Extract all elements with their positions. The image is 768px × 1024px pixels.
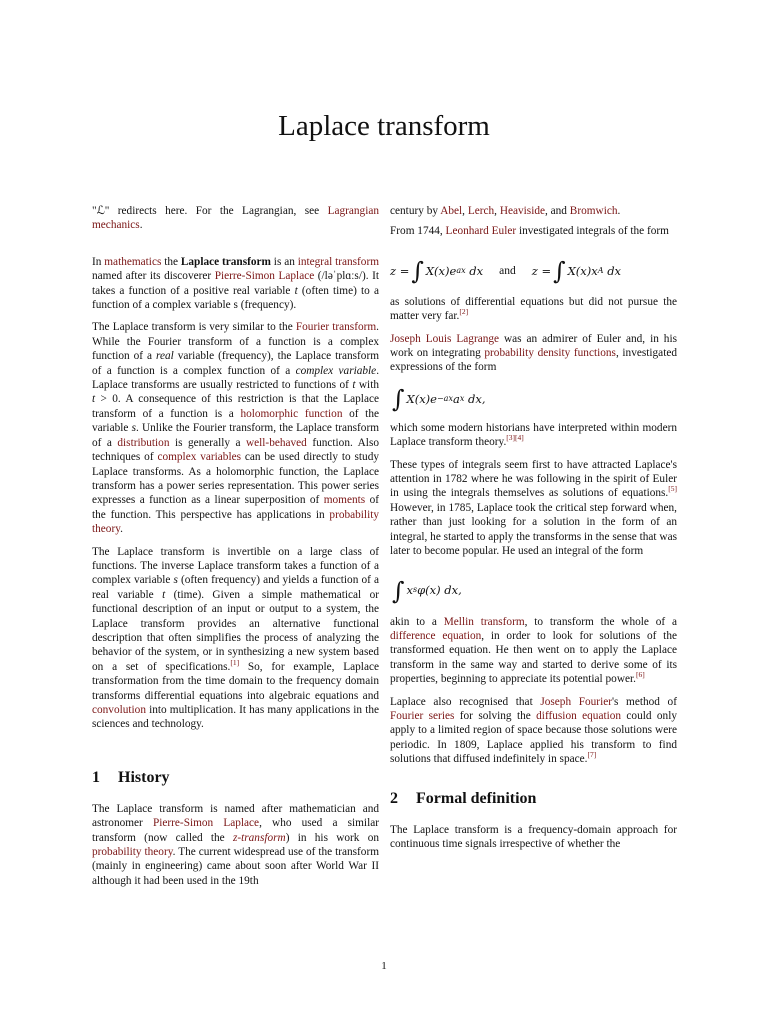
citation-6[interactable]: [6] (635, 670, 645, 680)
text: for solving the (454, 709, 537, 722)
integral-sign: ∫ (392, 384, 405, 413)
history-paragraph (92, 802, 379, 888)
fourier-series-paragraph (390, 695, 677, 767)
text: which some modern historians have interpreted within modern Laplace transform theory. (390, 421, 677, 449)
text: > 0. A consequence of this restriction is that the Laplace transform of a function is a (92, 393, 379, 420)
text: The Laplace transform is named after mathematician and astronomer (92, 802, 379, 830)
redirect-text: "ℒ" redirects here. For the Lagrangian, see (92, 205, 328, 217)
link-fourier-transform[interactable]: Fourier transform (295, 321, 377, 334)
euler-result-paragraph (390, 295, 677, 324)
formula-and: and (499, 264, 516, 277)
formula-body: x (406, 583, 414, 598)
emph-real: real (156, 350, 174, 363)
text: of the function. This perspective has applications in (92, 494, 379, 521)
link-holomorphic-function[interactable]: holomorphic function (240, 407, 343, 420)
var-t: t (162, 588, 166, 601)
redirect-note (92, 204, 379, 233)
text: , who used a similar transform (now called the (92, 817, 379, 844)
text: The Laplace transform is a frequency-domain approach for continuous time signals irrespective of whether the (390, 823, 677, 850)
formula-body: a (452, 391, 460, 406)
text: named after its discoverer (92, 270, 215, 283)
formula-lhs: z = (390, 263, 410, 278)
link-moments[interactable]: moments (323, 494, 366, 507)
citation-3-4[interactable]: [3][4] (506, 433, 524, 443)
var-s: s (131, 422, 136, 435)
section-heading-history (92, 768, 379, 788)
formula-exponent: A (597, 265, 604, 275)
link-lagrangian-mechanics[interactable]: Lagrangian mechanics (92, 205, 379, 232)
text: is generally a (169, 436, 246, 449)
text: , and (545, 205, 570, 217)
text: century by (390, 205, 441, 217)
text: was an admirer of Euler and, in his work on integrating (390, 332, 677, 360)
formula-body: X(x)e (406, 391, 437, 406)
section-heading-formal-definition (390, 789, 677, 809)
formula-lhs: z = (531, 263, 552, 278)
citation-5[interactable]: [5] (668, 484, 677, 494)
var-t: t (92, 393, 96, 406)
text: From 1744, (390, 225, 446, 238)
text: ) in his work on (285, 831, 380, 844)
var-t: t (294, 284, 298, 297)
text: . Unlike the Fourier transform, the Laplace transform of a (92, 422, 380, 449)
historians-paragraph (390, 421, 677, 450)
var-s: s (173, 574, 178, 587)
link-integral-transform[interactable]: integral transform (297, 255, 379, 268)
text: So, for example, Laplace transformation from the time domain to the frequency domain transforms differential equations into algebraic equations and (92, 660, 379, 702)
formula-dx: dx (469, 263, 484, 278)
text: Laplace also recognised that (390, 695, 541, 708)
formula-exponent: s (413, 585, 418, 595)
text: . (120, 523, 123, 536)
formula-body: X(x)x (567, 263, 598, 278)
link-probability-theory[interactable]: probability theory (92, 846, 173, 859)
text: into multiplication. It has many applications in the sciences and technology. (92, 704, 379, 731)
link-convolution[interactable]: convolution (92, 704, 146, 716)
invertible-paragraph (92, 545, 379, 732)
text: , (494, 205, 500, 217)
link-joseph-louis-lagrange[interactable]: Joseph Louis Lagrange (390, 332, 500, 345)
text: variable (frequency), the Laplace transform of a function is a complex function of a (92, 350, 379, 377)
section-title: Formal definition (416, 789, 537, 807)
text: , to transform the whole of a (524, 615, 677, 628)
link-difference-equation[interactable]: difference equation (390, 629, 482, 642)
text: could only apply to a limited region of space because those solutions were periodic. In 1809, Laplace applied his transform to find solutions that diffused indefinitely in space. (390, 709, 677, 766)
integral-sign: ∫ (392, 576, 405, 605)
page-title: Laplace transform (278, 110, 490, 142)
formula-body: X(x)e (425, 263, 457, 278)
lagrange-integral-formula (390, 384, 677, 413)
link-diffusion-equation[interactable]: diffusion equation (536, 709, 622, 722)
lagrange-paragraph (390, 332, 677, 375)
section-number: 2 (390, 789, 398, 807)
formula-dx: dx, (467, 391, 486, 406)
citation-2[interactable]: [2] (459, 307, 469, 317)
text: as solutions of differential equations but did not pursue the matter very far. (390, 295, 677, 323)
link-joseph-fourier[interactable]: Joseph Fourier (540, 695, 612, 708)
text: (often frequency) and yields a function of a real variable (92, 574, 379, 601)
citation-1[interactable]: [1] (230, 658, 240, 668)
text: , (462, 205, 468, 217)
text: . While the Fourier transform of a function is a complex function of a (92, 321, 379, 363)
section-number: 1 (92, 768, 100, 786)
text: (/ləˈplɑːs/). It takes a function of a positive real variable (92, 270, 379, 297)
integral-sign: ∫ (553, 256, 566, 285)
text: . Laplace transforms are usually restricted to functions of (92, 364, 380, 392)
link-lerch[interactable]: Lerch (467, 205, 495, 217)
text: with (355, 379, 379, 392)
page-number: 1 (381, 960, 387, 972)
citation-7[interactable]: [7] (587, 750, 597, 760)
text: . (139, 219, 143, 232)
text: the (161, 255, 181, 268)
euler-integrals-formula (390, 256, 677, 285)
link-z-transform[interactable]: z-transform (232, 831, 286, 844)
link-probability-theory[interactable]: probability theory (92, 508, 379, 536)
link-distribution[interactable]: distribution (117, 436, 170, 449)
link-fourier-series[interactable]: Fourier series (390, 709, 455, 722)
history-continued (390, 204, 677, 218)
euler-paragraph (390, 224, 677, 238)
formula-exponent: −ax (436, 393, 453, 403)
text: (time). Given a simple mathematical or functional description of an input or output to a system, the Laplace transform provides an alternative functional description that often simplifies the process of analyzing the behavior of the system, or in synthesizing a new system based on a set of specifications. (92, 588, 379, 673)
term-laplace-transform: Laplace transform (180, 255, 271, 268)
emph-complex-variable: complex variable (295, 364, 377, 377)
link-pierre-simon-laplace[interactable]: Pierre-Simon Laplace (152, 817, 260, 830)
link-heaviside[interactable]: Heaviside (499, 205, 545, 217)
laplace-integral-formula (390, 576, 677, 605)
link-well-behaved[interactable]: well-behaved (245, 436, 307, 449)
text: is an (270, 255, 298, 268)
text: However, in 1785, Laplace took the critical step forward when, rather than just looking for a solution in the form of an integral, he started to apply the transforms in the sense that was later to become popular. He used an integral of the form (390, 501, 677, 558)
text: The Laplace transform is invertible on a large class of functions. The inverse Laplace transform takes a function of a complex variable (92, 545, 379, 587)
formula-exponent: ax (456, 265, 466, 275)
text: These types of integrals seem first to have attracted Laplace's attention in 1782 where he was following in the spirit of Euler in using the integrals themselves as solutions of equations. (390, 458, 677, 500)
text: of the variable (92, 407, 379, 435)
link-complex-variables[interactable]: complex variables (157, 451, 241, 464)
right-column (390, 204, 677, 859)
link-probability-density-functions[interactable]: probability density functions (484, 347, 616, 360)
link-mathematics[interactable]: mathematics (104, 255, 162, 268)
mellin-paragraph (390, 615, 677, 687)
link-leonhard-euler[interactable]: Leonhard Euler (445, 225, 517, 238)
text: , investigated expressions of the form (390, 347, 677, 374)
formal-definition-paragraph (390, 823, 677, 852)
link-bromwich[interactable]: Bromwich (569, 205, 618, 217)
intro-paragraph (92, 255, 379, 313)
fourier-paragraph (92, 320, 379, 536)
formula-dx: dx (607, 263, 622, 278)
text: . The current widespread use of the transform (mainly in engineering) came about soon after World War II although it had been used in the 19th (92, 846, 379, 887)
left-column (92, 204, 379, 896)
laplace-1782-paragraph (390, 458, 677, 559)
text: . (617, 205, 621, 217)
text: 's method of (611, 695, 677, 708)
var-t: t (352, 379, 356, 392)
text: In (92, 255, 105, 268)
section-title: History (118, 768, 170, 786)
text: (often time) to a function of a complex variable s (frequency). (92, 284, 379, 312)
text: The Laplace transform is very similar to the (92, 321, 296, 334)
text: , in order to look for solutions of the transformed equation. He then went on to apply the Laplace transform in the same way and started to derive some of its properties, beginning to appreciate its potential power. (390, 629, 677, 686)
link-mellin-transform[interactable]: Mellin transform (443, 615, 525, 628)
text: investigated integrals of the form (516, 225, 669, 238)
text: akin to a (390, 615, 444, 628)
formula-exponent: x (459, 393, 465, 403)
link-pierre-simon-laplace[interactable]: Pierre-Simon Laplace (214, 270, 315, 283)
text: function. Also techniques of (92, 436, 379, 464)
text: can be used directly to study Laplace transforms. As a holomorphic function, the Laplace transform has a power series representation. This power series expresses a function as a linear superposition of (92, 451, 380, 507)
link-abel[interactable]: Abel (440, 205, 463, 217)
integral-sign: ∫ (411, 256, 424, 285)
formula-dx: φ(x) dx, (417, 583, 462, 598)
